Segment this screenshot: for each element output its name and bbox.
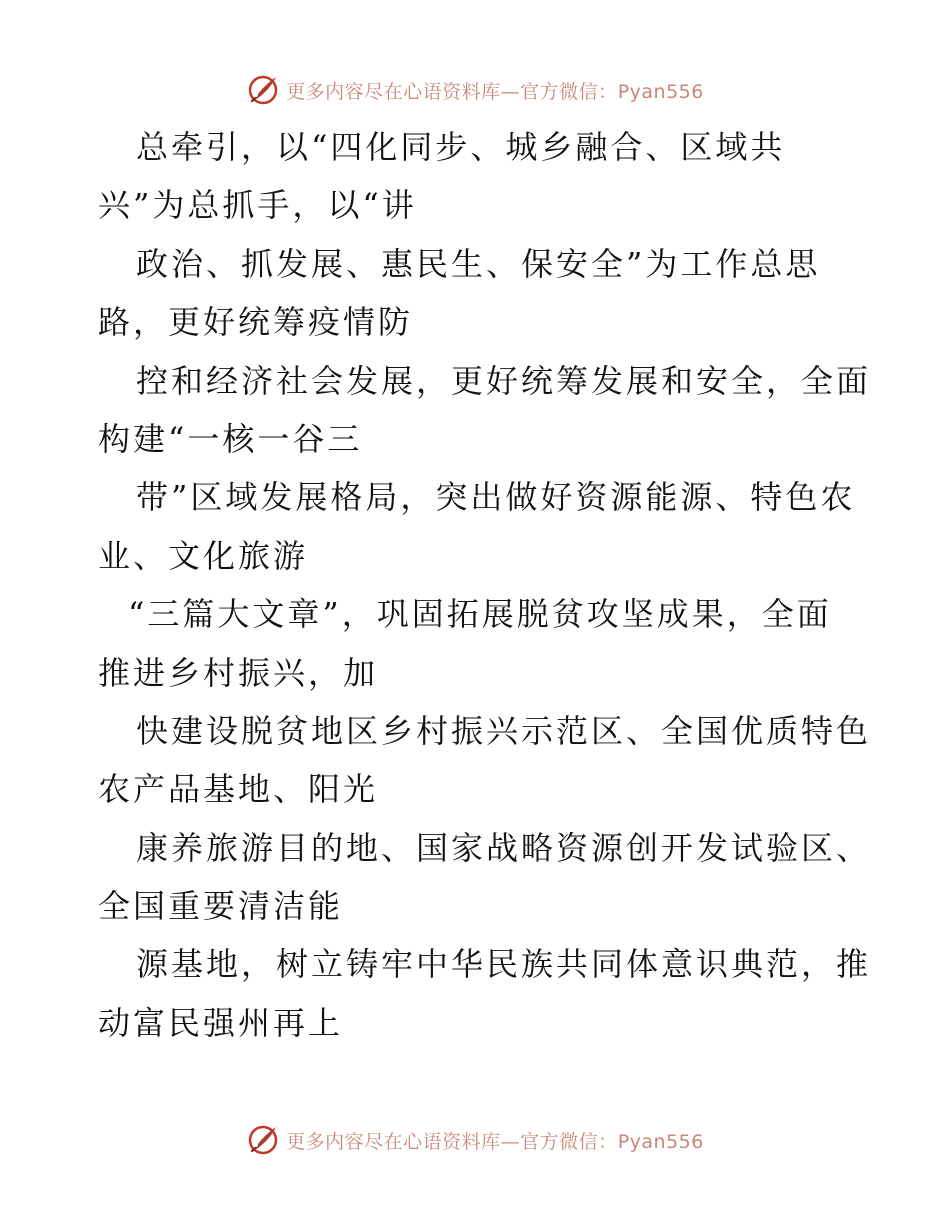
text-line: 总牵引，以“四化同步、城乡融合、区域共 bbox=[136, 128, 786, 166]
footer-brand-text: 更多内容尽在心语资料库—官方微信：Pyan556 bbox=[286, 1130, 704, 1153]
text-line: 构建“一核一谷三 bbox=[98, 419, 363, 458]
text-line: 快建设脱贫地区乡村振兴示范区、全国优质特色 bbox=[136, 711, 872, 750]
text-line: 业、文化旅游 bbox=[98, 536, 309, 575]
text-line: 农产品基地、阳光 bbox=[98, 770, 379, 809]
text-line: 全国重要清洁能 bbox=[98, 887, 344, 926]
text-line: 带”区域发展格局，突出做好资源能源、特色农 bbox=[136, 478, 856, 517]
page-footer bbox=[0, 1120, 950, 1160]
text-line: 推进乡村振兴，加 bbox=[98, 653, 379, 692]
header-brand-text: 更多内容尽在心语资料库—官方微信：Pyan556 bbox=[286, 80, 704, 103]
text-line: “三篇大文章”，巩固拓展脱贫攻坚成果，全面 bbox=[128, 595, 832, 634]
footer-wechat-id: Pyan556 bbox=[617, 1130, 704, 1153]
text-line: 动富民强州再上 bbox=[98, 1003, 344, 1042]
quill-pen-icon bbox=[246, 73, 280, 107]
footer-brand bbox=[246, 1123, 704, 1157]
text-line: 路，更好统筹疫情防 bbox=[98, 303, 414, 342]
page-header bbox=[0, 70, 950, 110]
quill-pen-icon bbox=[246, 1123, 280, 1157]
document-body bbox=[98, 118, 872, 1052]
text-line: 兴”为总抓手，以“讲 bbox=[98, 186, 417, 225]
text-line: 源基地，树立铸牢中华民族共同体意识典范，推 bbox=[136, 945, 872, 984]
text-line: 康养旅游目的地、国家战略资源创开发试验区、 bbox=[136, 828, 872, 867]
header-wechat-id: Pyan556 bbox=[617, 80, 704, 103]
header-brand bbox=[246, 73, 704, 107]
text-line: 控和经济社会发展，更好统筹发展和安全，全面 bbox=[136, 361, 872, 400]
text-line: 政治、抓发展、惠民生、保安全”为工作总思 bbox=[136, 244, 821, 283]
